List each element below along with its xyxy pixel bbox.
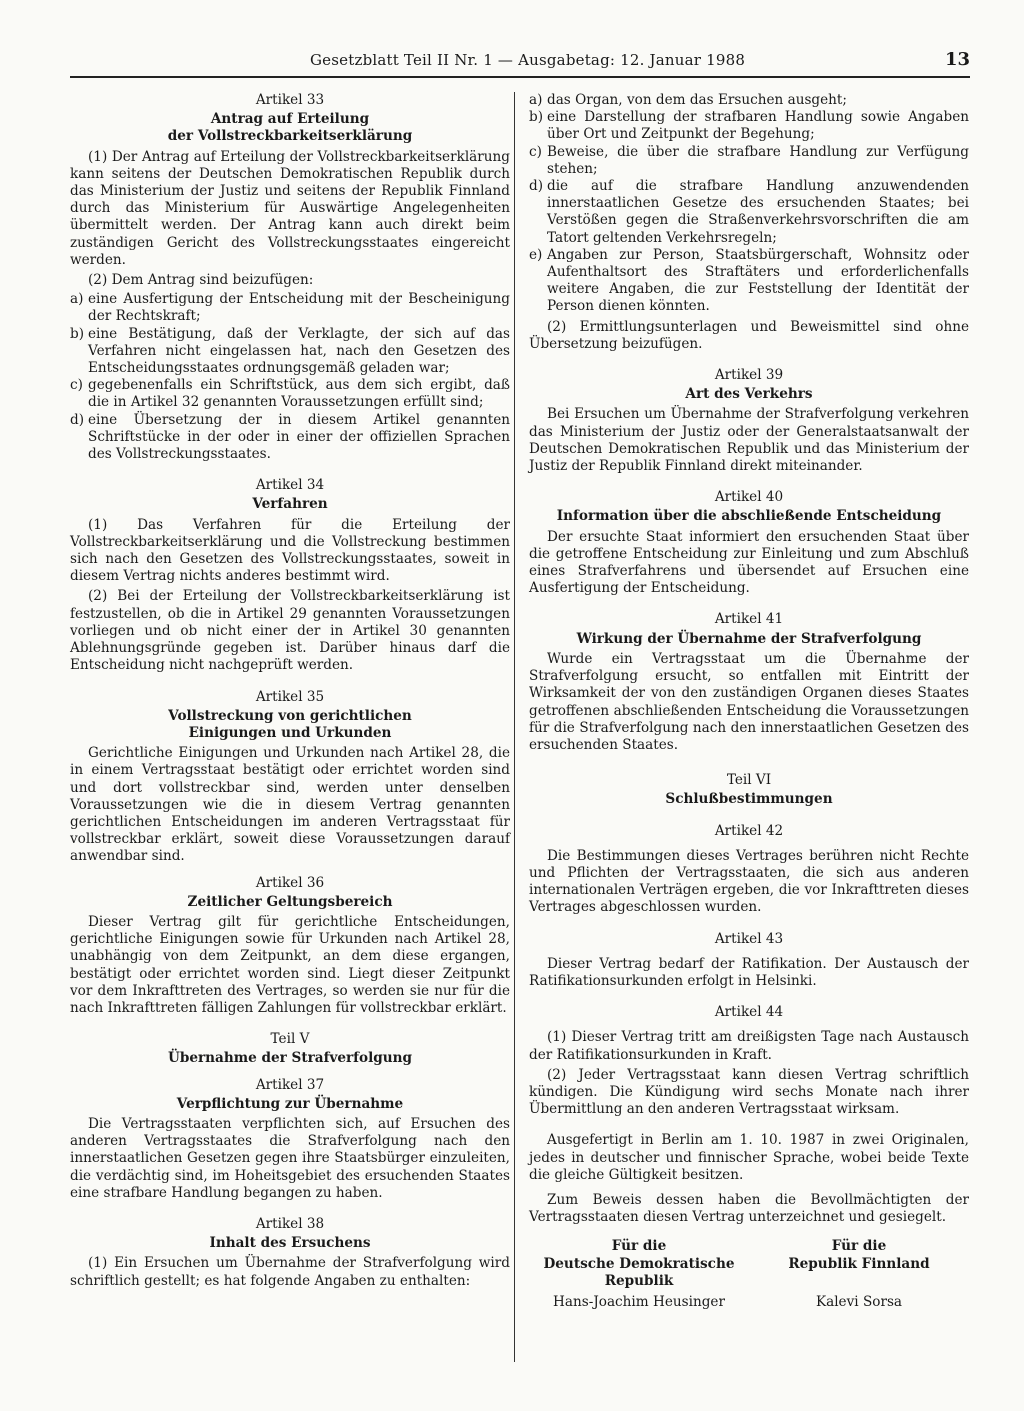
signature-gdr-name: Hans-Joachim Heusinger [553, 1293, 725, 1310]
article-34-heading: Verfahren [252, 496, 328, 513]
article-40-heading: Information über die abschließende Entscheidung [556, 508, 942, 525]
article-33-para-2: (2) Dem Antrag sind beizufügen: [88, 272, 314, 289]
article-42-para-1: Die Bestimmungen dieses Vertrages berühren nicht Rechte und Pflichten der Vertragsstaaten, die sich aus anderen internationalen Verträgen ergeben, die vor Inkrafttreten dieses Vertrages abgeschlossen wurden. [529, 847, 969, 916]
article-39-para-1: Bei Ersuchen um Übernahme der Strafverfolgung verkehren das Ministerium der Justiz oder der Generalstaatsanwalt der Deutschen Demokratischen Republik und das Ministerium der Justiz der Republik Finnland direkt miteinander. [529, 406, 969, 475]
article-38-heading: Inhalt des Ersuchens [209, 1235, 371, 1252]
article-39-heading: Art des Verkehrs [685, 386, 813, 403]
article-42-number: Artikel 42 [714, 822, 784, 839]
list-item [529, 144, 969, 178]
article-34-number: Artikel 34 [255, 477, 325, 494]
list-item-text: gegebenenfalls ein Schriftstück, aus dem sich ergibt, daß die in Artikel 32 genannten Voraussetzungen erfüllt sind; [88, 377, 510, 411]
article-33-number: Artikel 33 [255, 92, 325, 108]
column-divider [514, 92, 515, 1362]
list-item-text: Angaben zur Person, Staatsbürgerschaft, Wohnsitz oder Aufenthaltsort des Straftäters und erforderlichenfalls weitere Angaben, die zur Feststellung der Identität der Person dienen könnten. [547, 246, 969, 315]
article-36-heading: Zeitlicher Geltungsbereich [187, 893, 393, 910]
article-37-number: Artikel 37 [255, 1076, 325, 1093]
list-item-text: die auf die strafbare Handlung anzuwendenden innerstaatlichen Gesetze des ersuchenden Staates; bei Verstößen gegen die Straßenverkehrsvorschriften die am Tatort geltenden Verkehrsregeln; [547, 178, 969, 246]
article-41-number: Artikel 41 [714, 611, 784, 628]
left-column [70, 92, 510, 1290]
part-6-heading: Schlußbestimmungen [665, 791, 833, 808]
article-34-para-1: (1) Das Verfahren für die Erteilung der Vollstreckbarkeitserklärung und die Vollstreckung bestimmen sich nach den Gesetzen des Vollstreckungsstaates, soweit in diesem Vertrag nichts anderes bestimmt wird. [70, 516, 510, 585]
article-38-number: Artikel 38 [255, 1215, 325, 1232]
list-item-text: eine Ausfertigung der Entscheidung mit der Bescheinigung der Rechtskraft; [88, 291, 510, 325]
list-item-label: e) [529, 246, 543, 263]
part-5-number: Teil V [270, 1031, 310, 1048]
article-41-para-1: Wurde ein Vertragsstaat um die Übernahme der Strafverfolgung ersucht, so entfallen mit Eintritt der Wirksamkeit der von den zuständigen Organen dieses Staates getroffenen abschließenden Entscheidung die Voraussetzungen für die Strafverfolgung nach den innerstaatlichen Gesetzen des ersuchenden Staates. [529, 650, 969, 753]
list-item [529, 178, 969, 247]
article-37-heading: Verpflichtung zur Übernahme [176, 1095, 404, 1112]
list-item-text: das Organ, von dem das Ersuchen ausgeht; [547, 92, 847, 108]
closing-para-2: Zum Beweis dessen haben die Bevollmächtigten der Vertragsstaaten diesen Vertrag unterzeichnet und gesiegelt. [529, 1191, 969, 1226]
article-35-heading-line2: Einigungen und Urkunden [188, 724, 392, 741]
right-column [529, 92, 969, 1311]
article-38-para-2: (2) Ermittlungsunterlagen und Beweismittel sind ohne Übersetzung beizufügen. [529, 318, 969, 352]
list-item-label: c) [70, 377, 83, 394]
header-title: Gesetzblatt Teil II Nr. 1 — Ausgabetag: 12. Januar 1988 [310, 51, 746, 69]
list-item-label: c) [529, 143, 542, 160]
signature-finland [749, 1238, 969, 1311]
list-item-text: eine Darstellung der strafbaren Handlung sowie Angaben über Ort und Zeitpunkt der Begehung; [547, 109, 969, 143]
signature-gdr-line2: Deutsche Demokratische [543, 1255, 735, 1272]
page-number: 13 [944, 49, 970, 70]
article-41-heading: Wirkung der Übernahme der Strafverfolgung [576, 630, 922, 647]
article-38-para-1: (1) Ein Ersuchen um Übernahme der Strafverfolgung wird schriftlich gestellt; es hat folgende Angaben zu enthalten: [70, 1255, 510, 1289]
list-item-label: d) [70, 411, 85, 428]
part-6-number: Teil VI [726, 772, 772, 789]
list-item [529, 247, 969, 316]
article-40-number: Artikel 40 [714, 489, 784, 506]
list-item-label: a) [529, 92, 543, 108]
closing-para-1: Ausgefertigt in Berlin am 1. 10. 1987 in zwei Originalen, jedes in deutscher und finnischer Sprache, wobei beide Texte die gleiche Gültigkeit besitzen. [529, 1132, 969, 1183]
article-37-para-1: Die Vertragsstaaten verpflichten sich, auf Ersuchen des anderen Vertragsstaates die Strafverfolgung nach den innerstaatlichen Gesetzen gegen ihre Staatsbürger einzuleiten, die verdächtig sind, im Hoheitsgebiet des ersuchenden Staates eine strafbare Handlung begangen zu haben. [70, 1115, 510, 1201]
article-44-para-1: (1) Dieser Vertrag tritt am dreißigsten Tage nach Austausch der Ratifikationsurkunden in Kraft. [529, 1029, 969, 1063]
page-header [70, 48, 970, 78]
signature-finland-name: Kalevi Sorsa [815, 1293, 903, 1310]
list-item-text: eine Übersetzung der in diesem Artikel genannten Schriftstücke in der oder in einer der offiziellen Sprachen des Vollstreckungsstaates. [88, 411, 510, 463]
article-34-para-2: (2) Bei der Erteilung der Vollstreckbarkeitserklärung ist festzustellen, ob die in Artikel 29 genannten Voraussetzungen vorliegen und ob nicht einer der in Artikel 30 genannten Ablehnungsgründe gegeben ist. Darüber hinaus darf die Entscheidung nicht nachgeprüft werden. [70, 588, 510, 674]
list-item-text: Beweise, die über die strafbare Handlung zur Verfügung stehen; [547, 143, 969, 177]
list-item [529, 92, 969, 109]
signature-finland-line1: Für die [831, 1238, 887, 1255]
signature-finland-line2: Republik Finnland [788, 1255, 930, 1272]
article-44-number: Artikel 44 [714, 1004, 784, 1021]
article-35-heading-line1: Vollstreckung von gerichtlichen [168, 707, 412, 724]
article-43-number: Artikel 43 [714, 930, 784, 947]
article-38-list [529, 92, 969, 316]
list-item-label: b) [70, 325, 85, 342]
list-item [70, 291, 510, 325]
list-item-label: b) [529, 109, 544, 126]
list-item-text: eine Bestätigung, daß der Verklagte, der sich auf das Verfahren nicht eingelassen hat, nach den Gesetzen des Entscheidungsstaates ordnungsgemäß geladen war; [88, 325, 510, 377]
list-item [70, 412, 510, 464]
signature-gdr [529, 1238, 749, 1311]
article-33-list [70, 291, 510, 463]
signature-block [529, 1238, 969, 1311]
article-33-heading-line2: der Vollstreckbarkeitserklärung [167, 128, 413, 145]
article-35-number: Artikel 35 [255, 688, 325, 705]
list-item [529, 109, 969, 143]
article-43-para-1: Dieser Vertrag bedarf der Ratifikation. Der Austausch der Ratifikationsurkunden erfolgt in Helsinki. [529, 955, 969, 989]
article-36-para-1: Dieser Vertrag gilt für gerichtliche Entscheidungen, gerichtliche Einigungen sowie für Urkunden nach Artikel 28, unabhängig von dem Zeitpunkt, an dem diese ergangen, bestätigt oder errichtet worden sind. Liegt dieser Zeitpunkt vor dem Inkrafttreten des Vertrages, so werden sie nur für die nach Inkrafttreten fälligen Zahlungen für vollstreckbar erklärt. [70, 913, 510, 1016]
list-item [70, 377, 510, 411]
signature-gdr-line1: Für die [611, 1238, 667, 1255]
article-40-para-1: Der ersuchte Staat informiert den ersuchenden Staat über die getroffene Entscheidung zur Einleitung und zum Abschluß eines Strafverfahrens und übersendet auf Ersuchen eine Ausfertigung der Entscheidung. [529, 528, 969, 597]
list-item-label: a) [70, 291, 84, 308]
article-36-number: Artikel 36 [255, 874, 325, 891]
article-44-para-2: (2) Jeder Vertragsstaat kann diesen Vertrag schriftlich kündigen. Die Kündigung wird sechs Monate nach ihrer Übermittlung an den anderen Vertragsstaat wirksam. [529, 1066, 969, 1118]
article-35-para-1: Gerichtliche Einigungen und Urkunden nach Artikel 28, die in einem Vertragsstaat bestätigt oder errichtet worden sind und dort vollstreckbar sind, werden unter denselben Voraussetzungen wie die in diesem Vertrag genannten gerichtlichen Entscheidungen im anderen Vertragsstaat für vollstreckbar erklärt, soweit diese Voraussetzungen darauf anwendbar sind. [70, 745, 510, 865]
list-item-label: d) [529, 178, 544, 195]
article-39-number: Artikel 39 [714, 367, 784, 384]
part-5-heading: Übernahme der Strafverfolgung [167, 1050, 413, 1067]
list-item [70, 326, 510, 378]
article-33-heading-line1: Antrag auf Erteilung [210, 111, 370, 128]
signature-gdr-line3: Republik [604, 1272, 674, 1289]
article-33-para-1: (1) Der Antrag auf Erteilung der Vollstreckbarkeitserklärung kann seitens der Deutschen Demokratischen Republik durch das Ministerium der Justiz und seitens der Republik Finnland durch das Ministerium für Auswärtige Angelegenheiten übermittelt werden. Der Antrag kann auch direkt beim zuständigen Gericht des Vollstreckungsstaates eingereicht werden. [70, 148, 510, 268]
